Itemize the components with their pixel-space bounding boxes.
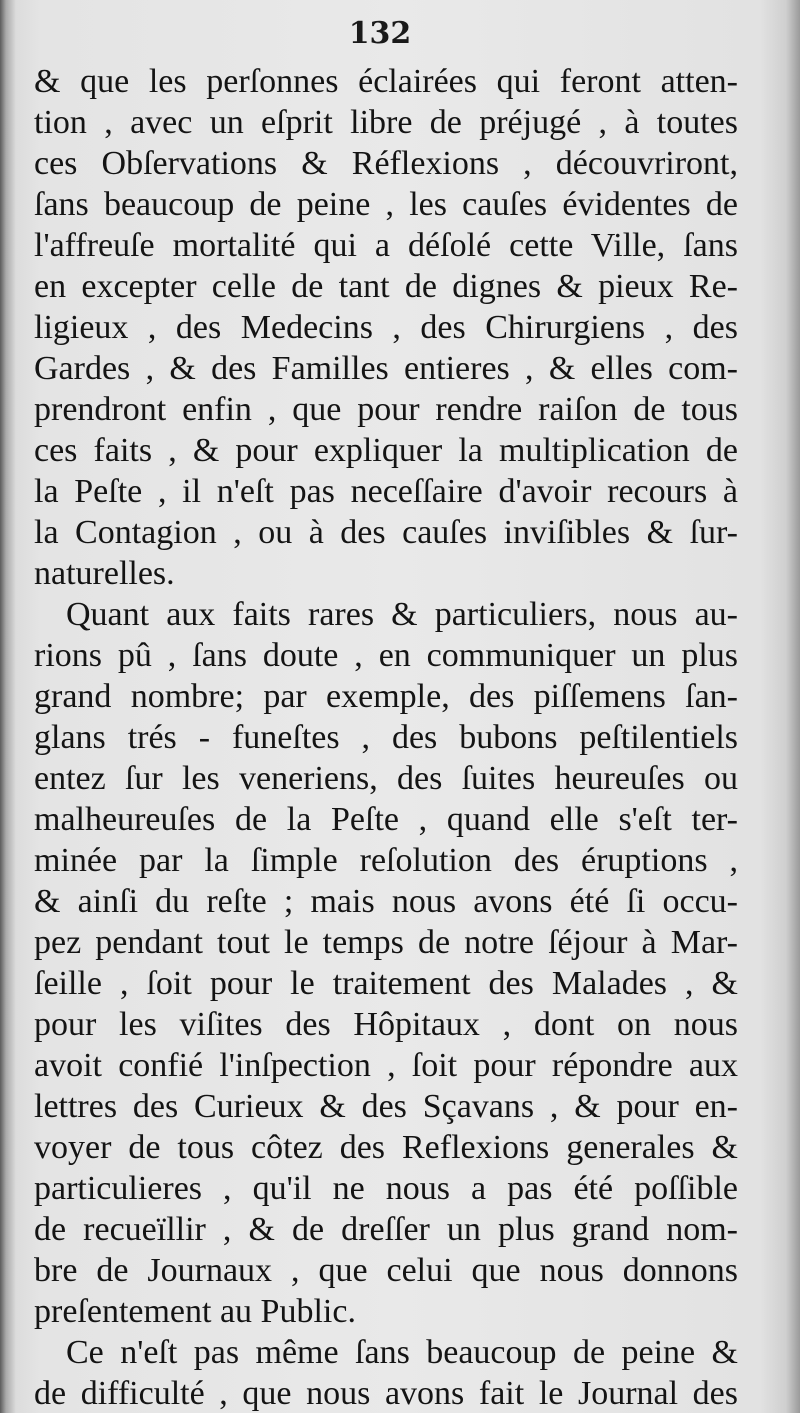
text-line: la Contagion , ou à des cauſes inviſibles & ſur- — [34, 514, 738, 551]
text-line: minée par la ſimple reſolution des éruptions , — [34, 842, 738, 879]
text-line: rions pû , ſans doute , en communiquer un plus — [34, 637, 738, 674]
text-line: lettres des Curieux & des Sçavans , & pour en- — [34, 1088, 738, 1125]
text-line: de difficulté , que nous avons fait le Journal des — [34, 1375, 738, 1412]
text-line: ſans beaucoup de peine , les cauſes évidentes de — [34, 186, 738, 223]
text-line: grand nombre; par exemple, des piſſemens ſan- — [34, 678, 738, 715]
text-line: ces Obſervations & Réflexions , découvriront, — [34, 145, 738, 182]
text-line: naturelles. — [34, 555, 175, 592]
text-line: particulieres , qu'il ne nous a pas été poſſible — [34, 1170, 738, 1207]
text-line: glans trés - funeſtes , des bubons peſtilentiels — [34, 719, 738, 756]
text-line: ligieux , des Medecins , des Chirurgiens , des — [34, 309, 738, 346]
text-line: bre de Journaux , que celui que nous donnons — [34, 1252, 738, 1289]
text-line: tion , avec un eſprit libre de préjugé , à toutes — [34, 104, 738, 141]
text-line: ces faits , & pour expliquer la multiplication de — [34, 432, 738, 469]
text-line: pez pendant tout le temps de notre ſéjour à Mar- — [34, 924, 738, 961]
text-line: voyer de tous côtez des Reflexions generales & — [34, 1129, 738, 1166]
text-line: pour les viſites des Hôpitaux , dont on nous — [34, 1006, 738, 1043]
text-line: la Peſte , il n'eſt pas neceſſaire d'avoir recours à — [34, 473, 738, 510]
text-line: Gardes , & des Familles entieres , & elles com- — [34, 350, 738, 387]
text-line: ſeille , ſoit pour le traitement des Malades , & — [34, 965, 738, 1002]
text-line: & que les perſonnes éclairées qui feront atten- — [34, 63, 738, 100]
page-number: 132 — [348, 16, 412, 51]
text-line: de recueïllir , & de dreſſer un plus grand nom- — [34, 1211, 738, 1248]
text-line: l'affreuſe mortalité qui a déſolé cette Ville, ſans — [34, 227, 738, 264]
text-line: en excepter celle de tant de dignes & pieux Re- — [34, 268, 738, 305]
text-line: malheureuſes de la Peſte , quand elle s'eſt ter- — [34, 801, 738, 838]
text-line: prendront enfin , que pour rendre raiſon de tous — [34, 391, 738, 428]
text-line: & ainſi du reſte ; mais nous avons été ſi occu- — [34, 883, 738, 920]
text-line: Ce n'eſt pas même ſans beaucoup de peine & — [66, 1334, 738, 1371]
text-line: avoit confié l'inſpection , ſoit pour répondre aux — [34, 1047, 738, 1084]
text-line: entez ſur les veneriens, des ſuites heureuſes ou — [34, 760, 738, 797]
text-line: preſentement au Public. — [34, 1293, 356, 1330]
text-line: Quant aux faits rares & particuliers, nous au- — [66, 596, 738, 633]
